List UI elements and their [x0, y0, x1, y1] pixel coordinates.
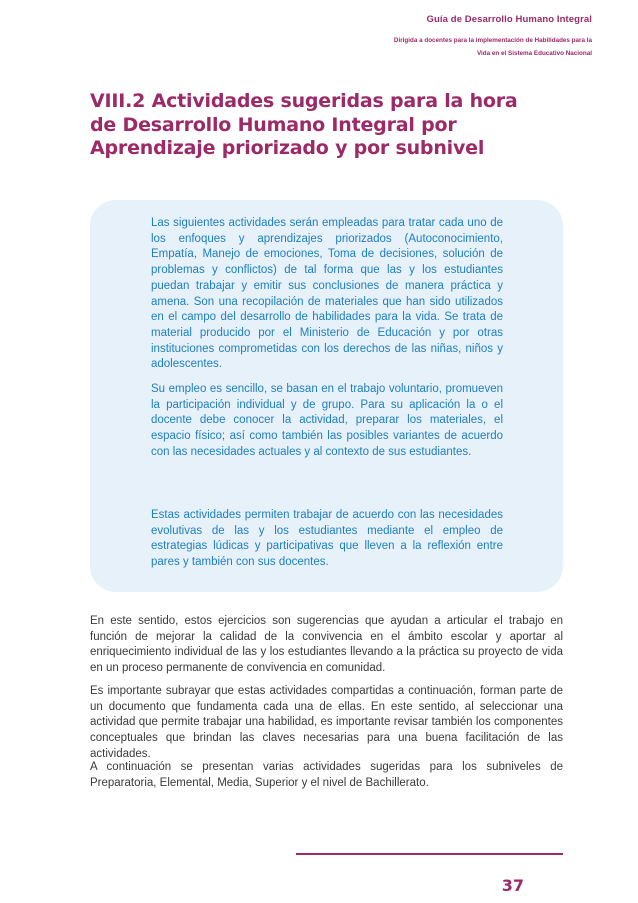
box-paragraph-1: Las siguientes actividades serán empleadas para tratar cada uno de los enfoques y aprendizajes priorizados (Autoconocimiento, Empatía, Manejo de emociones, Toma de decisiones, solución de problemas y conflictos) de tal forma que las y los estudiantes puedan trabajar y emitir sus conclusiones de manera práctica y amena. Son una recopilación de materiales que han sido utilizados en el campo del desarrollo de habilidades para la vida. Se trata de material producido por el Ministerio de Educación y por otras instituciones comprometidas con los derechos de las niñas, niños y adolescentes. [151, 217, 503, 371]
guide-title: Guía de Desarrollo Humano Integral [426, 14, 592, 25]
body-paragraph-3: A continuación se presentan varias actividades sugeridas para los subniveles de Preparatoria, Elemental, Media, Superior y el nivel de Bachillerato. [90, 761, 563, 789]
guide-subtitle-line-1: Dirigida a docentes para la implementación de Habilidades para la [393, 37, 592, 44]
section-title: VIII.2 Actividades sugeridas para la hora de Desarrollo Humano Integral por Aprendizaje priorizado y por subnivel [90, 90, 518, 159]
box-paragraph-3: Estas actividades permiten trabajar de acuerdo con las necesidades evolutivas de las y los estudiantes mediante el empleo de estrategias lúdicas y participativas que lleven a la reflexión entre pares y también con sus docentes. [151, 509, 503, 569]
page-number: 37 [501, 876, 524, 895]
footer-divider [296, 853, 563, 855]
body-paragraph-2: Es importante subrayar que estas actividades compartidas a continuación, forman parte de un documento que fundamenta cada una de ellas. En este sentido, al seleccionar una actividad que permite trabajar una habilidad, es importante revisar también los componentes conceptuales que brindan las claves necesarias para una buena facilitación de las actividades. [90, 685, 563, 760]
page-header [394, 14, 592, 60]
guide-subtitle-line-2: Vida en el Sistema Educativo Nacional [476, 50, 592, 57]
guide-subtitle [394, 34, 592, 60]
box-paragraph-2: Su empleo es sencillo, se basan en el trabajo voluntario, promueven la participación individual y de grupo. Para su aplicación la o el docente debe conocer la actividad, preparar los materiales, el espacio físico; así como también las posibles variantes de acuerdo con las necesidades actuales y al contexto de sus estudiantes. [151, 383, 503, 458]
body-paragraph-1: En este sentido, estos ejercicios son sugerencias que ayudan a articular el trabajo en función de mejorar la calidad de la convivencia en el ámbito escolar y aportar al enriquecimiento individual de las y los estudiantes llevando a la práctica su proyecto de vida en un proceso permanente de convivencia en comunidad. [90, 615, 563, 675]
highlight-box [90, 200, 563, 592]
